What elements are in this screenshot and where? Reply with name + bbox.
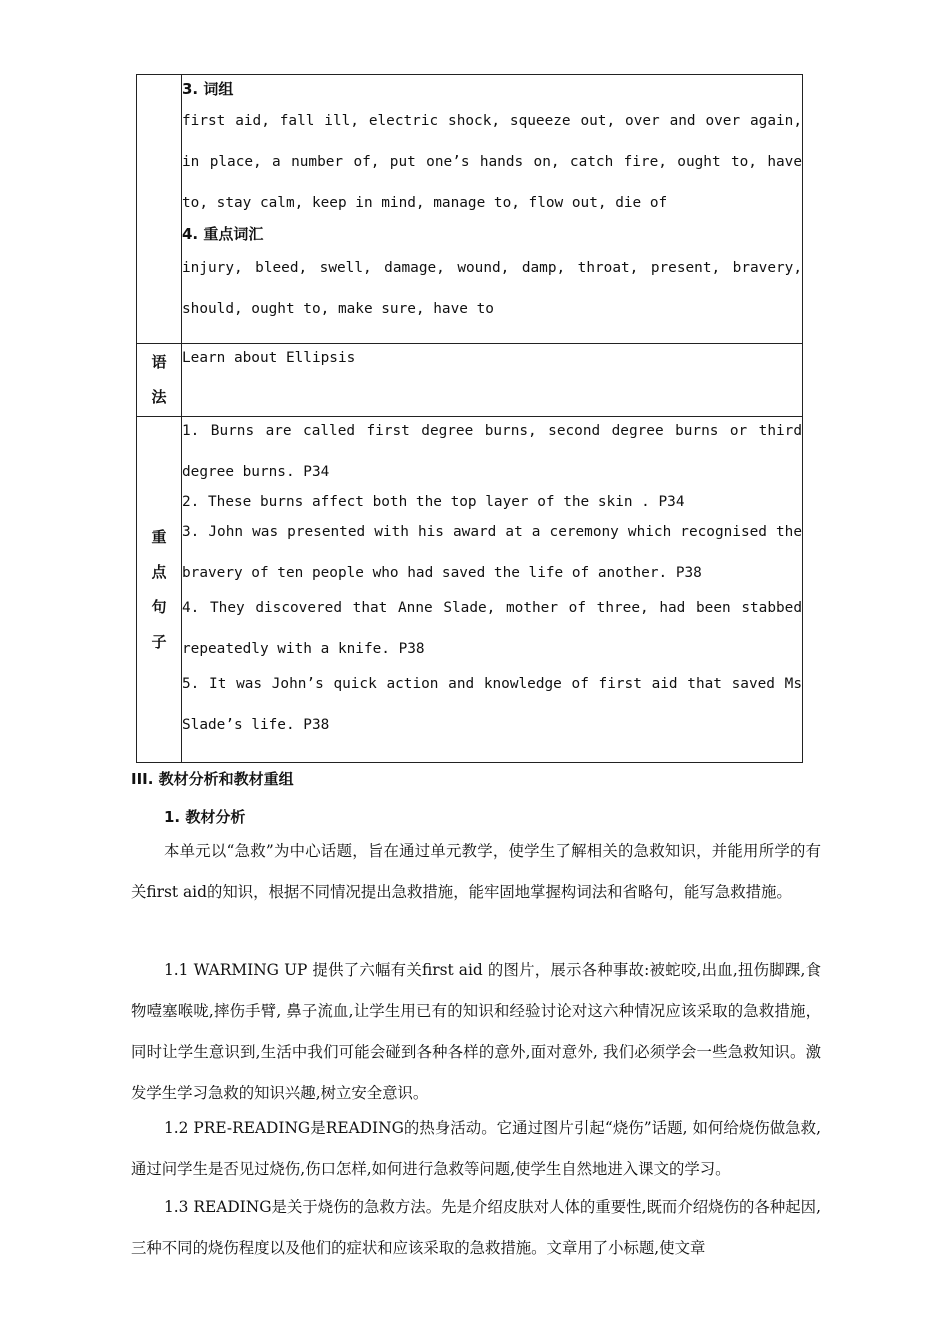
paragraph-warming-up: 1.1 WARMING UP 提供了六幅有关first aid 的图片，展示各种事故:被蛇咬,出血,扭伤脚踝,食物噎塞喉咙,摔伤手臂, 鼻子流血,让学生用已有的知识和经验讨论对这六种情况应该采取的急救措施，同时让学生意识到,生活中我们可能会碰到各种各样的意外,面对意外, 我们必须学会一些急救知识。激发学生学习急救的知识兴趣,树立安全意识。 — [131, 961, 821, 1102]
phrases-heading: 3. 词组 — [182, 80, 234, 98]
content-table — [136, 74, 803, 763]
label-char: 法 — [151, 388, 167, 406]
table-row-grammar — [137, 344, 803, 417]
sentence-item: 3. John was presented with his award at a ceremony which recognised the bravery of ten people who had saved the life of another. P38 — [182, 524, 802, 581]
paragraph-intro: 本单元以“急救”为中心话题，旨在通过单元教学，使学生了解相关的急救知识，并能用所学的有关first aid的知识，根据不同情况提出急救措施，能牢固地掌握构词法和省略句，能写急救措施。 — [131, 842, 821, 901]
paragraph-pre-reading: 1.2 PRE-READING是READING的热身活动。它通过图片引起“烧伤”话题, 如何给烧伤做急救,通过问学生是否见过烧伤,伤口怎样,如何进行急救等问题,使学生自然地进入课文的学习。 — [131, 1119, 821, 1178]
sentence-item: 4. They discovered that Anne Slade, mother of three, had been stabbed repeatedly with a knife. P38 — [182, 600, 802, 657]
grammar-cell — [182, 344, 803, 417]
row-label-empty — [137, 75, 182, 344]
sentence-item: 5. It was John’s quick action and knowledge of first aid that saved Ms Slade’s life. P38 — [182, 676, 802, 733]
sentence-item: 2. These burns affect both the top layer of the skin . P34 — [182, 494, 685, 510]
grammar-label — [137, 344, 182, 417]
paragraph-reading: 1.3 READING是关于烧伤的急救方法。先是介绍皮肤对人体的重要性,既而介绍烧伤的各种起因,三种不同的烧伤程度以及他们的症状和应该采取的急救措施。文章用了小标题,使文章 — [131, 1198, 821, 1257]
phrases-list: first aid, fall ill, electric shock, squeeze out, over and over again, in place, a number of, put one’s hands on, catch fire, ought to, have to, stay calm, keep in mind, manage to, flow out, die of — [182, 113, 802, 211]
label-char: 点 — [151, 562, 167, 581]
table-row-sentences — [137, 417, 803, 763]
phrases-cell — [182, 75, 803, 344]
grammar-text: Learn about Ellipsis — [182, 350, 356, 366]
label-char: 语 — [151, 353, 167, 371]
sentences-cell — [182, 417, 803, 763]
label-char: 子 — [151, 632, 167, 651]
label-char: 重 — [151, 527, 167, 546]
subsection-title: 1. 教材分析 — [164, 808, 246, 826]
sentence-item: 1. Burns are called first degree burns, second degree burns or third degree burns. P34 — [182, 423, 802, 480]
section-title: III. 教材分析和教材重组 — [131, 770, 294, 788]
vocab-list: injury, bleed, swell, damage, wound, damp, throat, present, bravery, should, ought to, make sure, have to — [182, 260, 802, 317]
vocab-heading: 4. 重点词汇 — [182, 225, 264, 243]
table-row-phrases — [137, 75, 803, 344]
sentences-label — [137, 417, 182, 763]
label-char: 句 — [151, 597, 167, 616]
